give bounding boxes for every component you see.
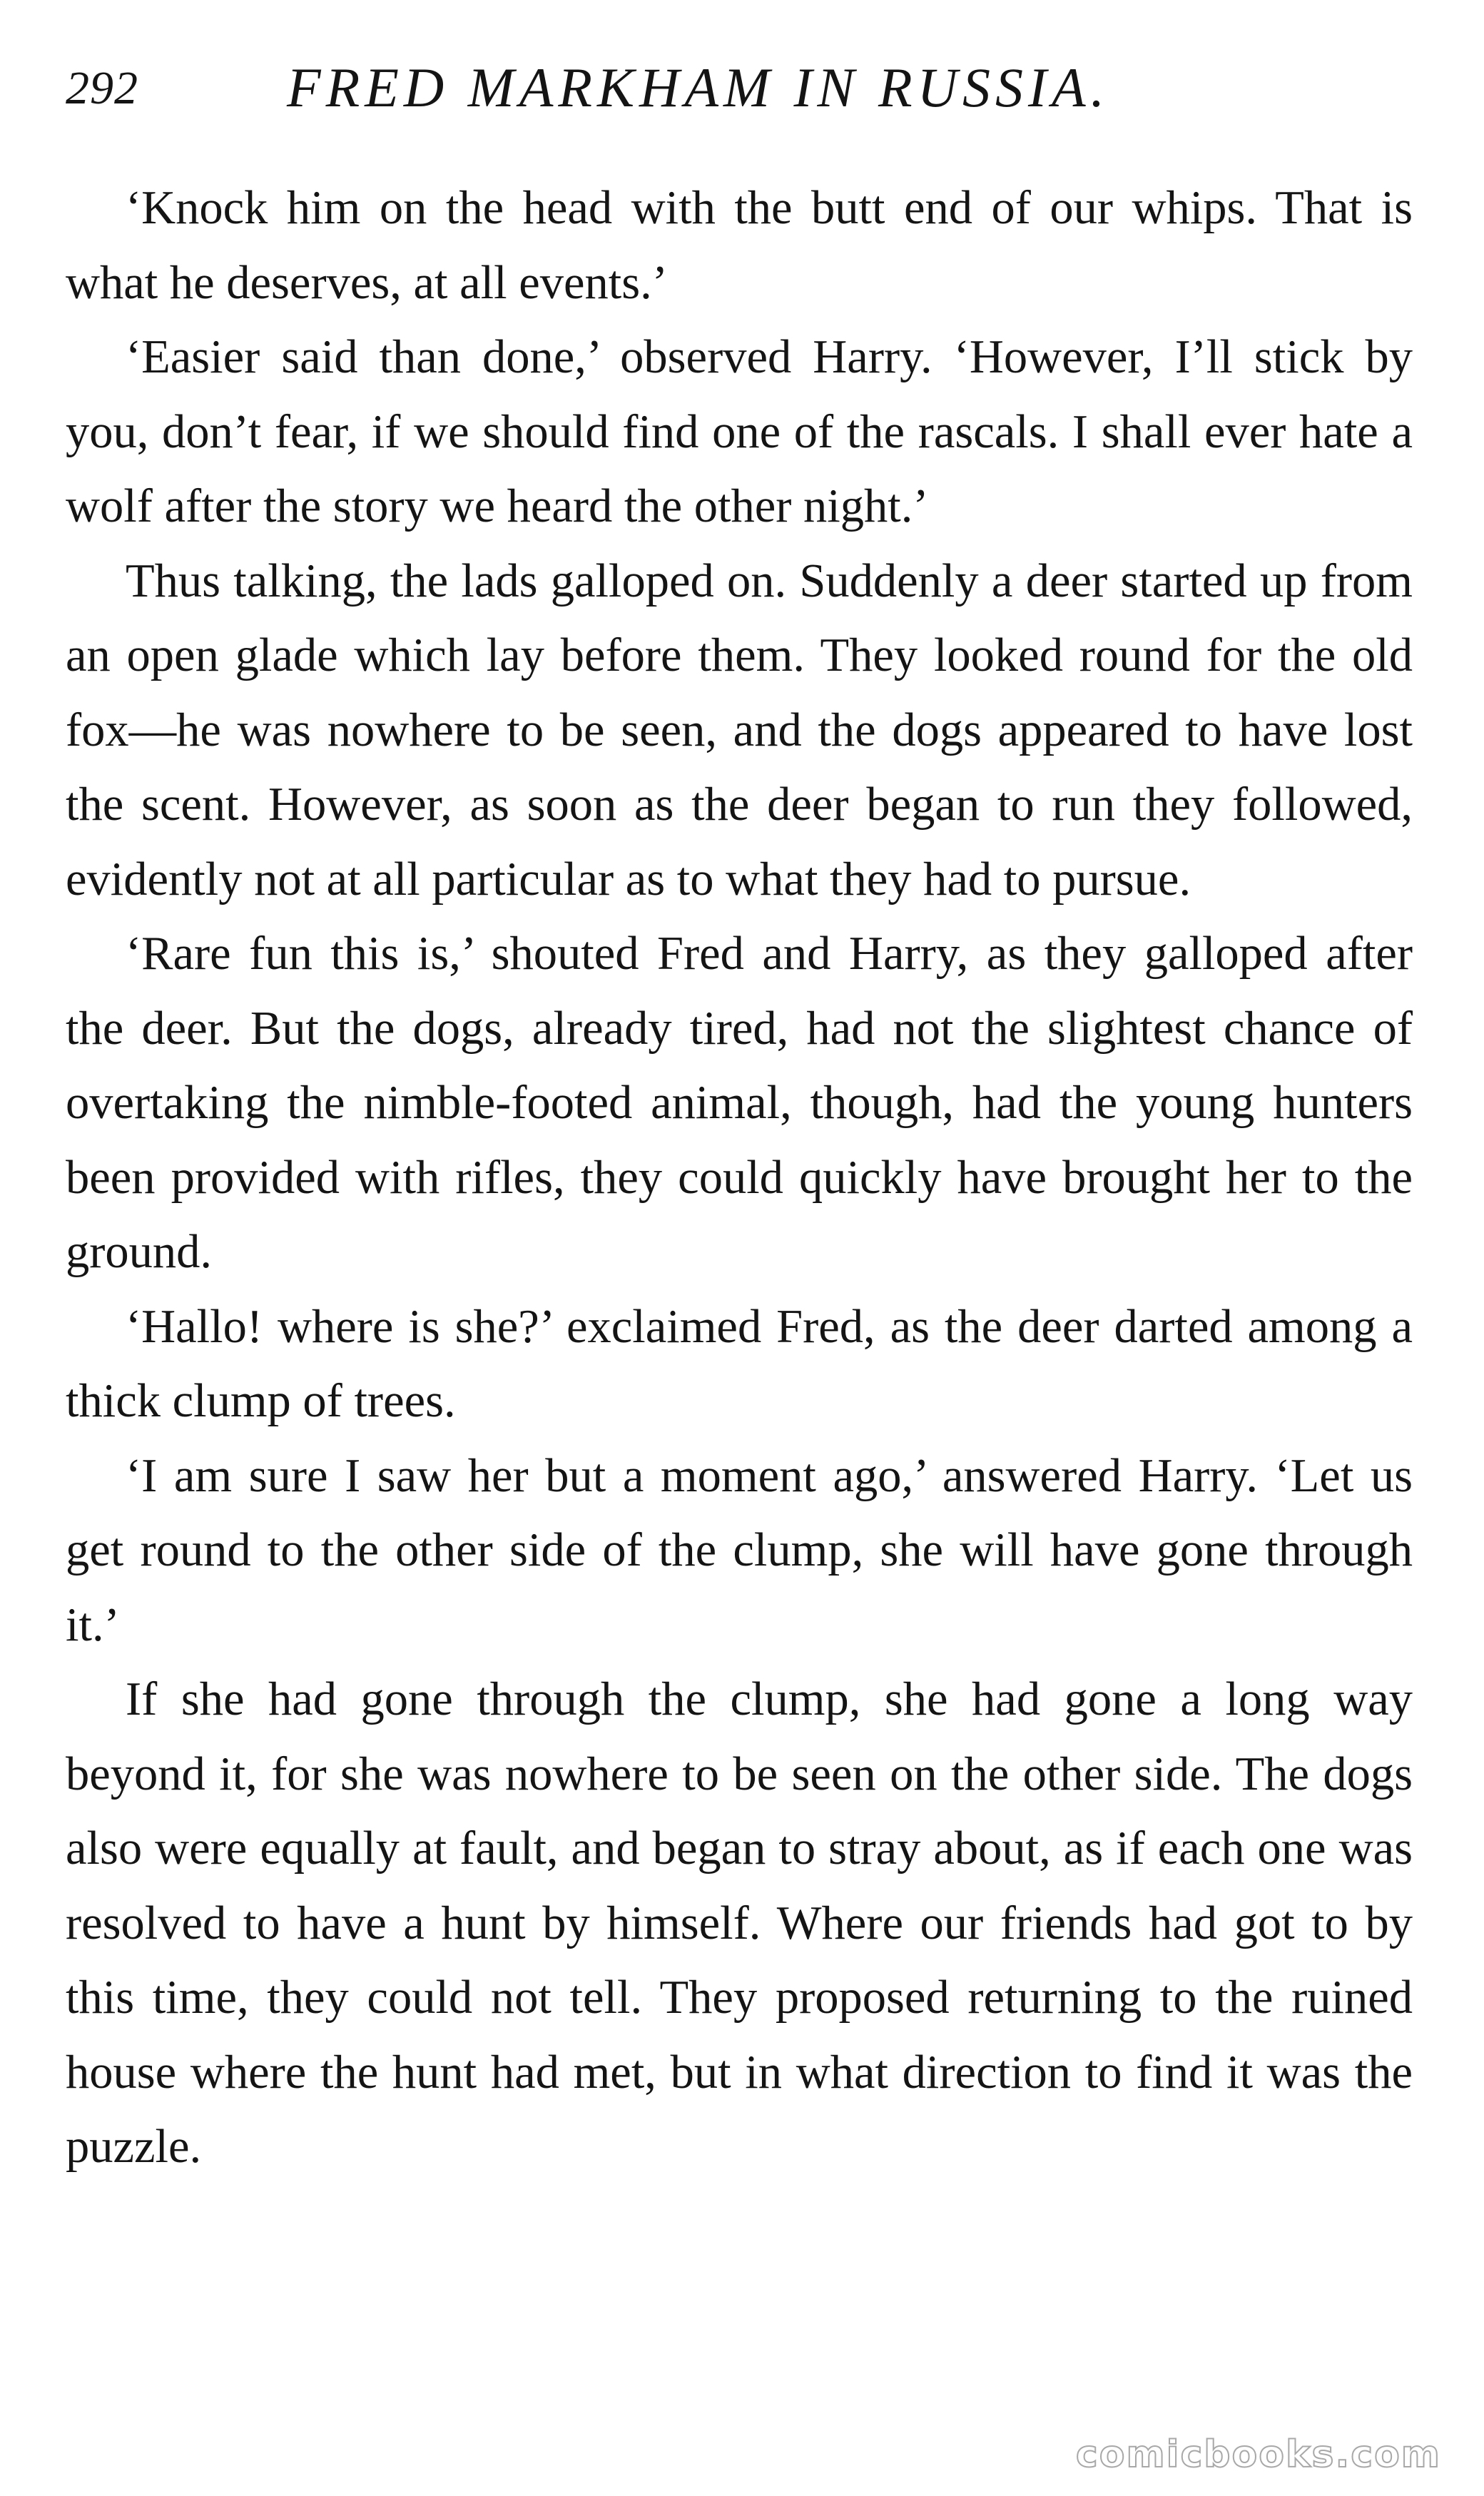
paragraph: Thus talking, the lads galloped on. Suddenly a deer started up from an open glade which lay before them. They looked round for the old fox—he was nowhere to be seen, and the dogs appeared to have lost the scent. However, as soon as the deer began to run they followed, evidently not at all particular as to what they had to pursue. [66, 554, 1413, 905]
paragraph: ‘Easier said than done,’ observed Harry. ‘However, I’ll stick by you, don’t fear, if we should find one of the rascals. I shall ever hate a wolf after the story we heard the other night.’ [66, 331, 1413, 532]
page-number: 292 [66, 62, 138, 114]
paragraph: ‘Rare fun this is,’ shouted Fred and Harry, as they galloped after the deer. But the dogs, already tired, had not the slightest chance of overtaking the nimble-footed animal, though, had the young hunters been provided with rifles, they could quickly have brought her to the ground. [66, 928, 1413, 1278]
paragraph: ‘I am sure I saw her but a moment ago,’ answered Harry. ‘Let us get round to the other side of the clump, she will have gone through it.’ [66, 1449, 1413, 1651]
paragraph: ‘Hallo! where is she?’ exclaimed Fred, as the deer darted among a thick clump of trees. [66, 1300, 1413, 1427]
paragraph: ‘Knock him on the head with the butt end of our whips. That is what he deserves, at all events.’ [66, 182, 1413, 309]
watermark: comicbooks.com [1075, 2433, 1441, 2476]
page-header [66, 56, 1421, 134]
paragraph: If she had gone through the clump, she had gone a long way beyond it, for she was nowhere to be seen on the other side. The dogs also were equally at fault, and began to stray about, as if each one was resolved to have a hunt by himself. Where our friends had got to by this time, they could not tell. They proposed returning to the ruined house where the hunt had met, but in what direction to find it was the puzzle. [66, 1673, 1413, 2173]
body-text [66, 171, 1413, 2185]
running-title: FRED MARKHAM IN RUSSIA. [287, 56, 1110, 118]
